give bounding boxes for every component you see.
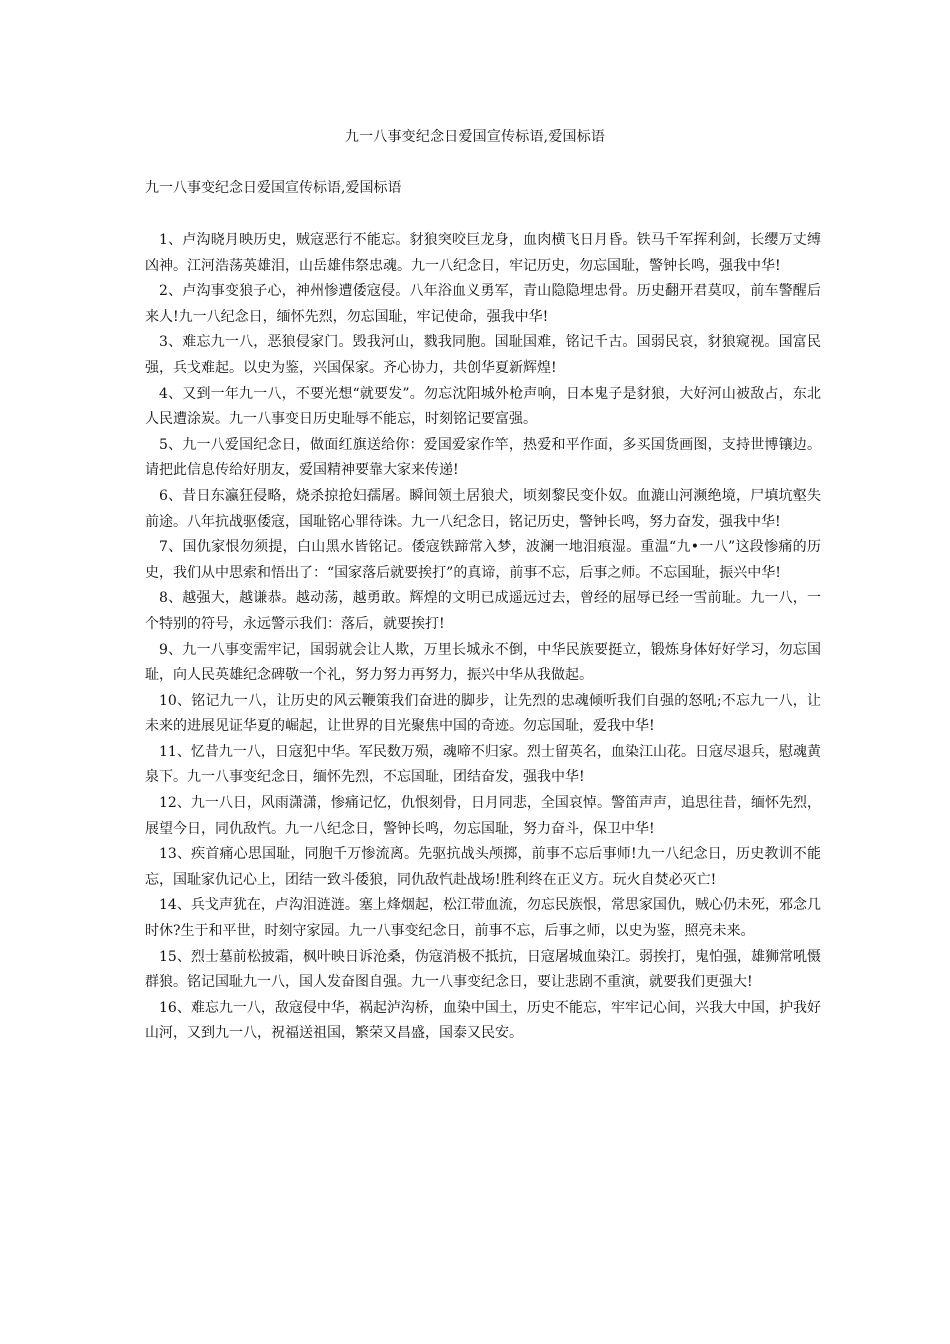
- page-title: 九一八事变纪念日爱国宣传标语,爱国标语: [344, 129, 606, 145]
- slogan-paragraph-10: 10、铭记九一八，让历史的风云鞭策我们奋进的脚步，让先烈的忠魂倾听我们自强的怒吼;不忘九一八，让未来的进展见证华夏的崛起，让世界的目光聚焦中国的奇迹。勿忘国耻，爱我中华!: [145, 692, 821, 735]
- document-heading: 九一八事变纪念日爱国宣传标语,爱国标语: [145, 180, 402, 196]
- document-body: [145, 228, 821, 1047]
- slogan-paragraph-13: 13、疾首痛心思国耻，同胞千万惨流离。先驱抗战头颅掷，前事不忘后事师!九一八纪念日，历史教训不能忘，国耻家仇记心上，团结一致斗倭狼，同仇敌忾赴战场!胜利终在正义方。玩火自焚必灭亡!: [145, 846, 821, 888]
- slogan-paragraph-15: 15、烈士墓前松披霜，枫叶映日诉沧桑，伪寇消极不抵抗，日寇屠城血染江。弱挨打，鬼怕强，雄狮常吼慑群狼。铭记国耻九一八，国人发奋图自强。九一八事变纪念日，要让悲剧不重演，就要我们更强大!: [145, 948, 821, 991]
- slogan-paragraph-11: 11、忆昔九一八，日寇犯中华。军民数万殒，魂啼不归家。烈士留英名，血染江山花。日寇尽退兵，慰魂黄泉下。九一八事变纪念日，缅怀先烈，不忘国耻，团结奋发，强我中华!: [145, 743, 821, 786]
- slogan-paragraph-14: 14、兵戈声犹在，卢沟泪涟涟。塞上烽烟起，松江带血流，勿忘民族恨，常思家国仇，贼心仍未死，邪念几时休?生于和平世，时刻守家园。九一八事变纪念日，前事不忘，后事之师，以史为鉴，照亮未来。: [145, 897, 821, 940]
- slogan-paragraph-4: 4、又到一年九一八，不要光想“就要发”。勿忘沈阳城外枪声响，日本鬼子是豺狼，大好河山被敌占，东北人民遭涂炭。九一八事变日历史耻辱不能忘，时刻铭记要富强。: [145, 385, 821, 428]
- slogan-paragraph-2: 2、卢沟事变狼子心，神州惨遭倭寇侵。八年浴血义勇军，青山隐隐埋忠骨。历史翻开君莫叹，前车警醒后来人!九一八纪念日，缅怀先烈，勿忘国耻，牢记使命，强我中华!: [145, 283, 821, 325]
- slogan-paragraph-9: 9、九一八事变需牢记，国弱就会让人欺，万里长城永不倒，中华民族要挺立，锻炼身体好好学习，勿忘国耻，向人民英雄纪念碑敬一个礼，努力努力再努力，振兴中华从我做起。: [145, 641, 821, 684]
- slogan-paragraph-6: 6、昔日东瀛狂侵略，烧杀掠抢妇孺屠。瞬间领土居狼犬，顷刻黎民变仆奴。血漉山河濒绝境，尸填坑壑失前途。八年抗战驱倭寇，国耻铭心罪待诛。九一八纪念日，铭记历史，警钟长鸣，努力奋发，强我中华!: [145, 487, 821, 530]
- slogan-paragraph-16: 16、难忘九一八，敌寇侵中华，祸起泸沟桥，血染中国土，历史不能忘，牢牢记心间，兴我大中国，护我好山河，又到九一八，祝福送祖国，繁荣又昌盛，国泰又民安。: [145, 999, 821, 1042]
- slogan-paragraph-7: 7、国仇家恨勿须提，白山黑水皆铭记。倭寇铁蹄常入梦，波澜一地泪痕湿。重温“九•一八”这段惨痛的历史，我们从中思索和悟出了：“国家落后就要挨打”的真谛，前事不忘，后事之师。不忘国耻，振兴中华!: [145, 539, 821, 581]
- slogan-paragraph-8: 8、越强大，越谦恭。越动荡，越勇敢。辉煌的文明已成遥远过去，曾经的屈辱已经一雪前耻。九一八，一个特别的符号，永远警示我们：落后，就要挨打!: [145, 590, 821, 632]
- slogan-paragraph-5: 5、九一八爱国纪念日，做面红旗送给你：爱国爱家作竿，热爱和平作面，多买国货画图，支持世博镶边。请把此信息传给好朋友，爱国精神要靠大家来传递!: [145, 436, 821, 479]
- slogan-paragraph-1: 1、卢沟晓月映历史，贼寇恶行不能忘。豺狼突咬巨龙身，血肉横飞日月昏。铁马千军挥利剑，长缨万丈缚凶神。江河浩荡英雄泪，山岳雄伟祭忠魂。九一八纪念日，牢记历史，勿忘国耻，警钟长鸣，强我中华!: [145, 232, 821, 274]
- slogan-paragraph-12: 12、九一八日，风雨潇潇，惨痛记忆，仇恨刻骨，日月同悲，全国哀悼。警笛声声，追思往昔，缅怀先烈，展望今日，同仇敌忾。九一八纪念日，警钟长鸣，勿忘国耻，努力奋斗，保卫中华!: [145, 795, 821, 837]
- slogan-paragraph-3: 3、难忘九一八，恶狼侵家门。毁我河山，戮我同胞。国耻国难，铭记千古。国弱民哀，豺狼窥视。国富民强，兵戈难起。以史为鉴，兴国保家。齐心协力，共创华夏新辉煌!: [145, 334, 821, 376]
